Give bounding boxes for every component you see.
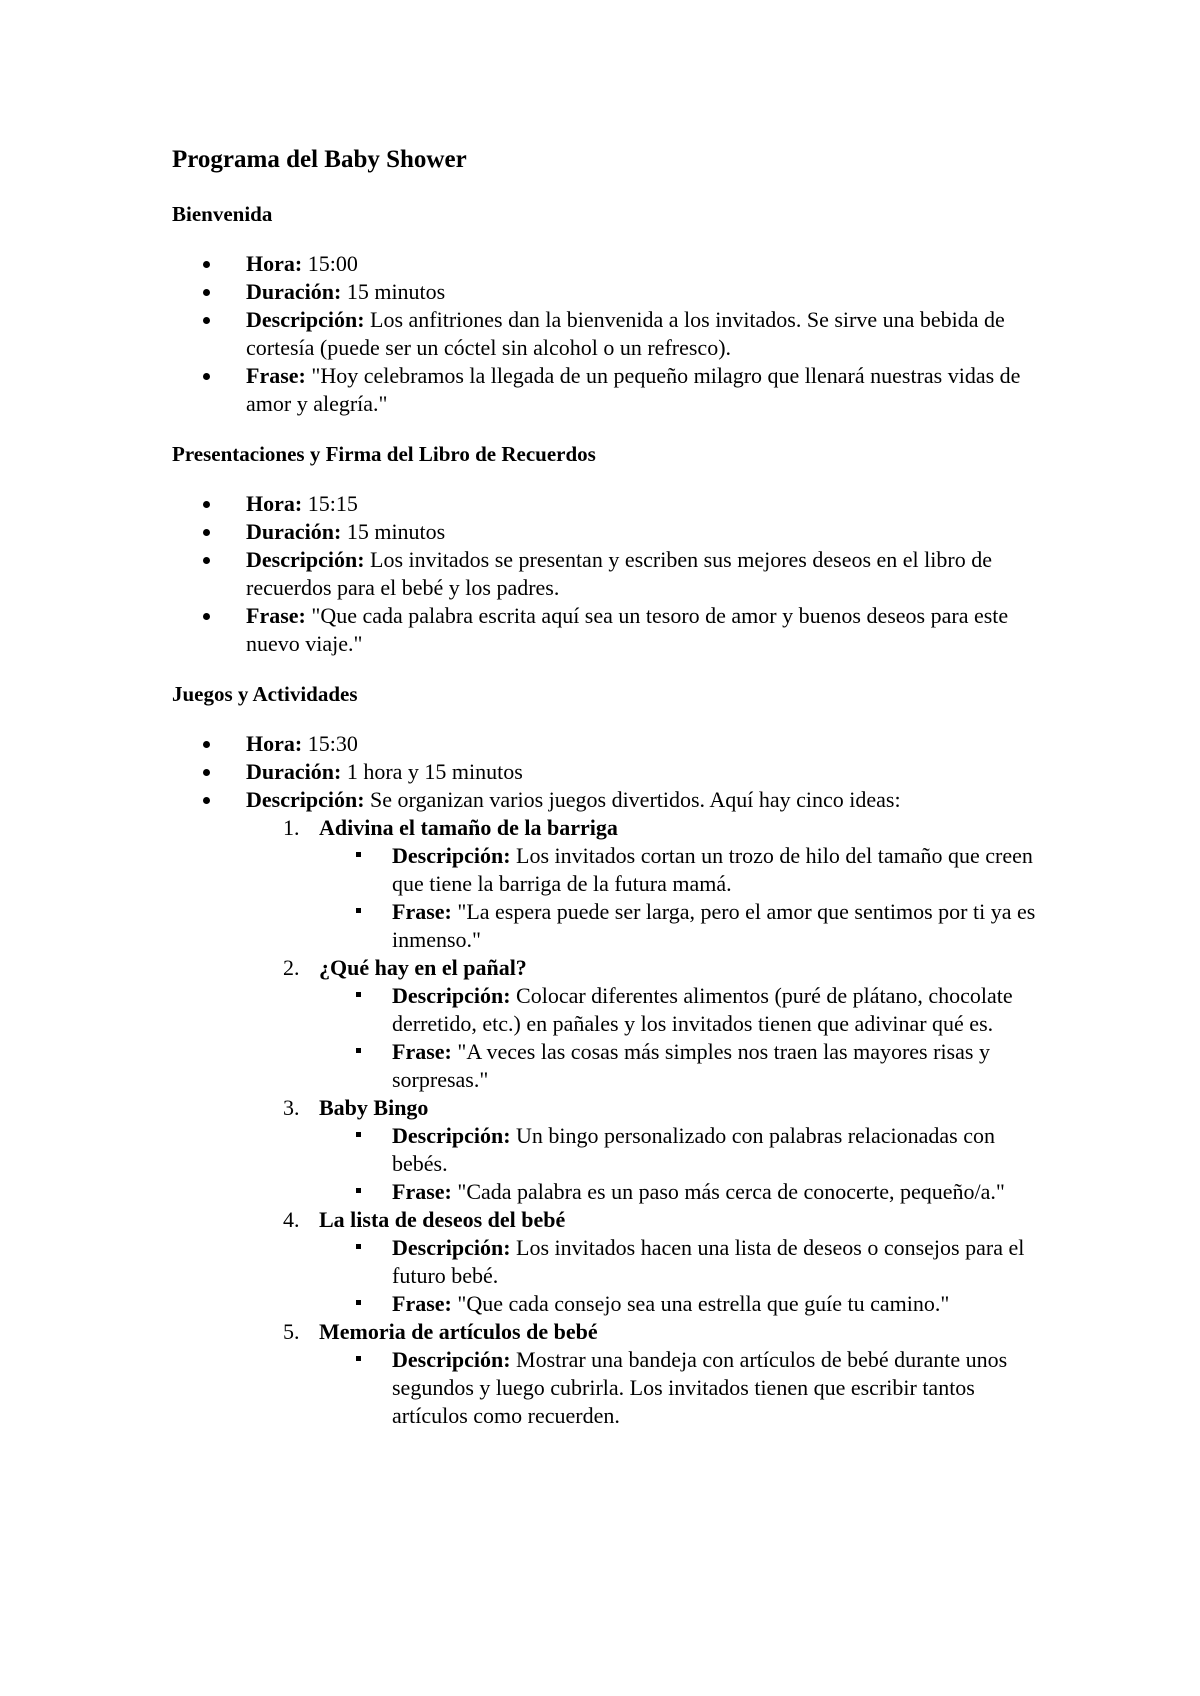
frase-label: Frase: <box>392 1039 452 1064</box>
game-frase-item <box>392 898 1052 954</box>
duracion-item <box>246 758 1052 786</box>
duracion-label: Duración: <box>246 759 342 784</box>
section-details-list <box>172 490 1052 658</box>
hora-label: Hora: <box>246 491 303 516</box>
descripcion-value: Los anfitriones dan la bienvenida a los invitados. Se sirve una bebida de cortesía (puede ser un cóctel sin alcohol o un refresco). <box>246 307 1005 360</box>
game-item <box>283 1318 1052 1430</box>
game-descripcion-item <box>392 1234 1052 1290</box>
game-number: 5. <box>283 1319 300 1344</box>
game-item <box>283 954 1052 1094</box>
game-descripcion-item <box>392 1122 1052 1178</box>
game-descripcion-item <box>392 1346 1052 1430</box>
duracion-value: 1 hora y 15 minutos <box>346 759 523 784</box>
descripcion-label: Descripción: <box>392 843 511 868</box>
descripcion-value: Se organizan varios juegos divertidos. Aquí hay cinco ideas: <box>370 787 901 812</box>
descripcion-item <box>246 546 1052 602</box>
game-title: Adivina el tamaño de la barriga <box>319 815 618 840</box>
game-number: 3. <box>283 1095 300 1120</box>
game-title: La lista de deseos del bebé <box>319 1207 566 1232</box>
frase-value: "Que cada palabra escrita aquí sea un tesoro de amor y buenos deseos para este nuevo viaje." <box>246 603 1009 656</box>
hora-item <box>246 730 1052 758</box>
descripcion-item <box>246 786 1052 1430</box>
hora-label: Hora: <box>246 251 303 276</box>
game-details-list <box>319 982 1052 1094</box>
hora-item <box>246 490 1052 518</box>
game-descripcion-value: Colocar diferentes alimentos (puré de plátano, chocolate derretido, etc.) en pañales y los invitados tienen que adivinar qué es. <box>392 983 1013 1036</box>
game-frase-item <box>392 1290 1052 1318</box>
duracion-item <box>246 518 1052 546</box>
hora-item <box>246 250 1052 278</box>
descripcion-value: Los invitados se presentan y escriben sus mejores deseos en el libro de recuerdos para el bebé y los padres. <box>246 547 992 600</box>
hora-value: 15:30 <box>307 731 358 756</box>
game-number: 2. <box>283 955 300 980</box>
section-heading: Bienvenida <box>172 202 273 226</box>
game-details-list <box>319 1234 1052 1318</box>
descripcion-label: Descripción: <box>392 1123 511 1148</box>
frase-label: Frase: <box>392 1291 452 1316</box>
section-heading: Juegos y Actividades <box>172 682 358 706</box>
game-details-list <box>319 842 1052 954</box>
game-frase-value: "Cada palabra es un paso más cerca de conocerte, pequeño/a." <box>457 1179 1005 1204</box>
games-list <box>246 814 1052 1430</box>
game-title: Baby Bingo <box>319 1095 429 1120</box>
frase-item <box>246 362 1052 418</box>
game-title: ¿Qué hay en el pañal? <box>319 955 527 980</box>
descripcion-label: Descripción: <box>246 787 365 812</box>
game-details-list <box>319 1346 1052 1430</box>
descripcion-item <box>246 306 1052 362</box>
hora-value: 15:15 <box>307 491 358 516</box>
section-heading: Presentaciones y Firma del Libro de Recuerdos <box>172 442 596 466</box>
game-title: Memoria de artículos de bebé <box>319 1319 598 1344</box>
game-descripcion-item <box>392 842 1052 898</box>
frase-label: Frase: <box>246 603 306 628</box>
descripcion-label: Descripción: <box>246 547 365 572</box>
duracion-item <box>246 278 1052 306</box>
game-descripcion-value: Los invitados hacen una lista de deseos o consejos para el futuro bebé. <box>392 1235 1025 1288</box>
game-item <box>283 1206 1052 1318</box>
hora-value: 15:00 <box>307 251 358 276</box>
page-title: Programa del Baby Shower <box>172 146 467 173</box>
hora-label: Hora: <box>246 731 303 756</box>
duracion-value: 15 minutos <box>346 279 446 304</box>
game-descripcion-value: Los invitados cortan un trozo de hilo del tamaño que creen que tiene la barriga de la futura mamá. <box>392 843 1033 896</box>
game-item <box>283 1094 1052 1206</box>
game-descripcion-value: Un bingo personalizado con palabras relacionadas con bebés. <box>392 1123 995 1176</box>
document-content <box>172 142 1052 1452</box>
section-details-list <box>172 730 1052 1430</box>
descripcion-label: Descripción: <box>246 307 365 332</box>
duracion-label: Duración: <box>246 519 342 544</box>
duracion-value: 15 minutos <box>346 519 446 544</box>
section-details-list <box>172 250 1052 418</box>
game-number: 1. <box>283 815 300 840</box>
frase-value: "Hoy celebramos la llegada de un pequeño milagro que llenará nuestras vidas de amor y alegría." <box>246 363 1021 416</box>
game-frase-value: "La espera puede ser larga, pero el amor que sentimos por ti ya es inmenso." <box>392 899 1036 952</box>
game-descripcion-item <box>392 982 1052 1038</box>
game-frase-value: "A veces las cosas más simples nos traen las mayores risas y sorpresas." <box>392 1039 990 1092</box>
game-number: 4. <box>283 1207 300 1232</box>
game-item <box>283 814 1052 954</box>
frase-label: Frase: <box>392 899 452 924</box>
frase-item <box>246 602 1052 658</box>
descripcion-label: Descripción: <box>392 983 511 1008</box>
frase-label: Frase: <box>392 1179 452 1204</box>
game-descripcion-value: Mostrar una bandeja con artículos de bebé durante unos segundos y luego cubrirla. Los invitados tienen que escribir tantos artículos como recuerden. <box>392 1347 1008 1428</box>
duracion-label: Duración: <box>246 279 342 304</box>
game-frase-value: "Que cada consejo sea una estrella que guíe tu camino." <box>457 1291 950 1316</box>
descripcion-label: Descripción: <box>392 1347 511 1372</box>
game-frase-item <box>392 1038 1052 1094</box>
frase-label: Frase: <box>246 363 306 388</box>
game-details-list <box>319 1122 1052 1206</box>
descripcion-label: Descripción: <box>392 1235 511 1260</box>
game-frase-item <box>392 1178 1052 1206</box>
